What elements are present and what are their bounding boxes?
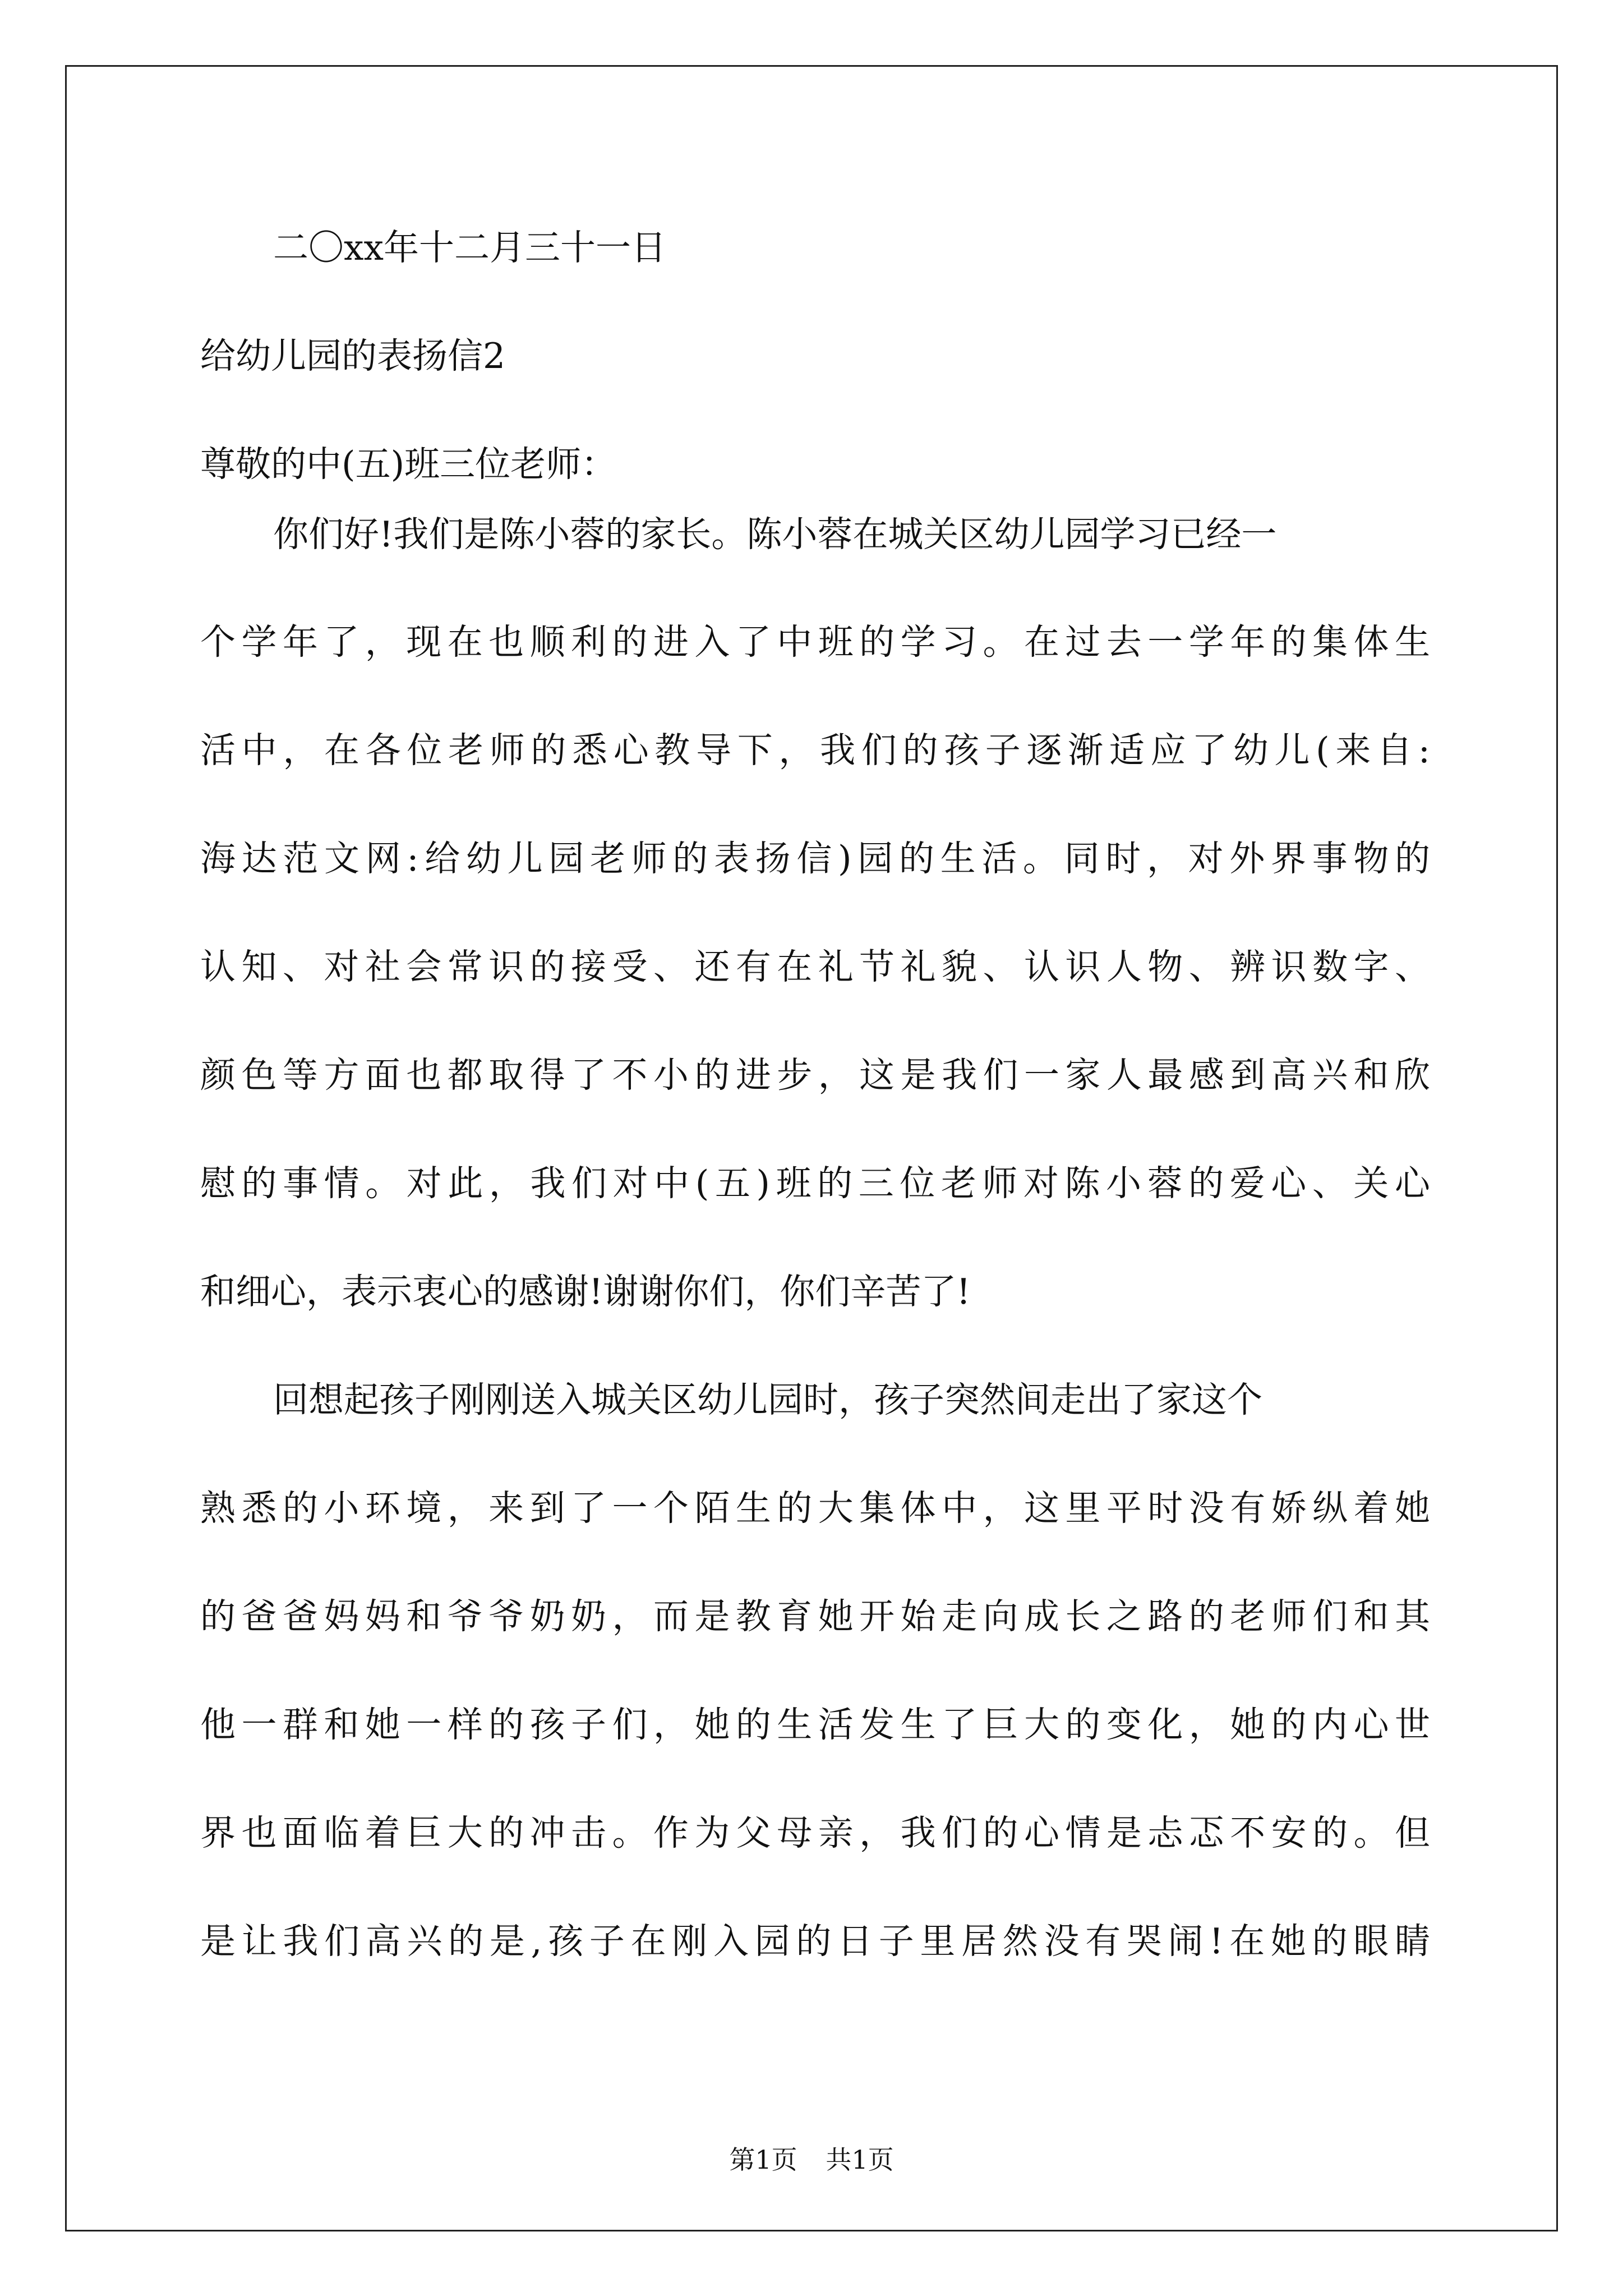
page-footer	[0, 2147, 1623, 2173]
salutation: 尊敬的中(五)班三位老师：	[200, 444, 617, 485]
paragraph-line: 回想起孩子刚刚送入城关区幼儿园时，孩子突然间走出了家这个	[273, 1379, 1262, 1420]
paragraph-line: 个学年了，现在也顺利的进入了中班的学习。在过去一学年的集体生	[200, 622, 1430, 662]
letter-title: 给幼儿园的表扬信2	[200, 335, 506, 376]
paragraph-line: 你们好!我们是陈小蓉的家长。陈小蓉在城关区幼儿园学习已经一	[273, 514, 1277, 555]
paragraph-line: 活中，在各位老师的悉心教导下，我们的孩子逐渐适应了幼儿(来自:	[200, 730, 1430, 771]
paragraph-line: 认知、对社会常识的接受、还有在礼节礼貌、认识人物、辨识数字、	[200, 946, 1430, 987]
date-line: 二〇xx年十二月三十一日	[273, 227, 667, 268]
paragraph-line: 界也面临着巨大的冲击。作为父母亲，我们的心情是忐忑不安的。但	[200, 1812, 1430, 1853]
paragraph-line: 他一群和她一样的孩子们，她的生活发生了巨大的变化，她的内心世	[200, 1704, 1430, 1745]
paragraph-line: 和细心，表示衷心的感谢!谢谢你们，你们辛苦了!	[200, 1271, 971, 1312]
page-number: 第1页	[729, 2145, 797, 2175]
paragraph-line: 是让我们高兴的是,孩子在刚入园的日子里居然没有哭闹!在她的眼睛	[200, 1921, 1430, 1962]
paragraph-line: 颜色等方面也都取得了不小的进步，这是我们一家人最感到高兴和欣	[200, 1055, 1430, 1096]
paragraph-line: 慰的事情。对此，我们对中(五)班的三位老师对陈小蓉的爱心、关心	[200, 1163, 1430, 1204]
paragraph-line: 的爸爸妈妈和爷爷奶奶，而是教育她开始走向成长之路的老师们和其	[200, 1596, 1430, 1637]
paragraph-line: 熟悉的小环境，来到了一个陌生的大集体中，这里平时没有娇纵着她	[200, 1488, 1430, 1529]
page-border	[65, 65, 1558, 2231]
paragraph-line: 海达范文网:给幼儿园老师的表扬信)园的生活。同时，对外界事物的	[200, 838, 1430, 879]
page-total: 共1页	[826, 2145, 894, 2175]
